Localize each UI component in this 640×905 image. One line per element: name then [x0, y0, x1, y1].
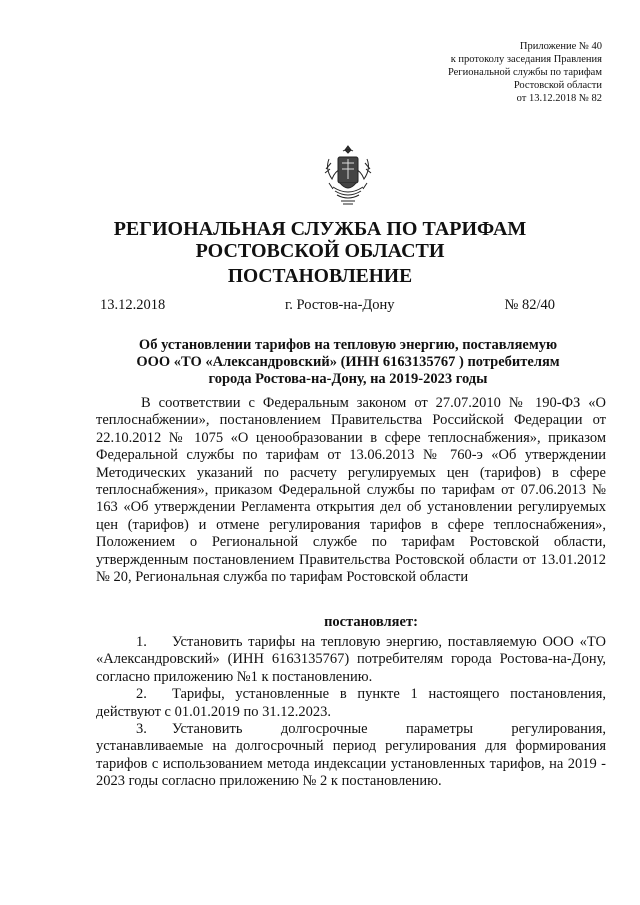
- item-number: 3.: [136, 721, 147, 738]
- appendix-line: Приложение № 40: [519, 41, 602, 52]
- document-subject: [100, 337, 596, 388]
- document-number: № 82/40: [504, 297, 555, 313]
- subject-line-1: Об установлении тарифов на тепловую энергию, поставляемую: [138, 337, 558, 353]
- decree-word: постановляет:: [324, 614, 418, 630]
- item-text: Установить тарифы на тепловую энергию, поставляемую ООО «ТО «Александровский» (ИНН 6163135767) потребителям города Ростова-на-Дону, согласно приложению №1 к постановлению.: [96, 634, 606, 685]
- item-number: 2.: [136, 686, 147, 703]
- item-text: Тарифы, установленные в пункте 1 настоящего постановления, действуют с 01.01.2019 по 31.12.2023.: [96, 686, 606, 720]
- appendix-note: [362, 40, 602, 105]
- document-date: 13.12.2018: [100, 297, 166, 313]
- authority-line-2: РОСТОВСКОЙ ОБЛАСТИ: [195, 240, 445, 262]
- appendix-line: Ростовской области: [513, 80, 602, 91]
- decree-item: [96, 634, 606, 686]
- document-city: г. Ростов-на-Дону: [285, 297, 395, 313]
- appendix-line: Региональной службы по тарифам: [447, 67, 602, 78]
- subject-line-2: ООО «ТО «Александровский» (ИНН 6163135767 ) потребителям: [136, 354, 560, 370]
- item-text: Установить долгосрочные параметры регулирования, устанавливаемые на долгосрочный период регулирования для формирования тарифов с использованием метода индексации установленных тарифов, на 2019 - 2023 годы согласно приложению № 2 к постановлению.: [96, 721, 606, 790]
- item-number: 1.: [136, 634, 147, 650]
- document-type: ПОСТАНОВЛЕНИЕ: [227, 266, 413, 287]
- document-meta: [100, 297, 555, 315]
- intro-paragraph: В соответствии с Федеральным законом от 27.07.2010 № 190-ФЗ «О теплоснабжении», постановлением Правительства Российской Федерации от 22.10.2012 № 1075 «О ценообразовании в сфере теплоснабжения», приказом Федеральной службы по тарифам от 13.06.2013 № 760-э «Об утверждении Методических указаний по расчету регулируемых цен (тарифов) в сфере теплоснабжения», приказом Федеральной службы по тарифам от 07.06.2013 № 163 «Об утверждении Регламента открытия дел об установлении регулируемых цен (тарифов) и отмене регулирования тарифов в сфере теплоснабжения», Положением о Региональной службе по тарифам Ростовской области, утвержденным постановлением Правительства Ростовской области от 13.01.2012 № 20, Региональная служба по тарифам Ростовской области: [96, 395, 606, 586]
- coat-of-arms-icon: [323, 143, 373, 207]
- appendix-line: к протоколу заседания Правления: [450, 54, 602, 65]
- decree-item: [96, 721, 606, 791]
- appendix-line: от 13.12.2018 № 82: [516, 93, 602, 104]
- authority-name: [0, 218, 640, 262]
- decree-items: [96, 634, 606, 791]
- decree-item: [96, 686, 606, 721]
- authority-line-1: РЕГИОНАЛЬНАЯ СЛУЖБА ПО ТАРИФАМ: [113, 218, 527, 240]
- subject-line-3: города Ростова-на-Дону, на 2019-2023 годы: [208, 371, 488, 387]
